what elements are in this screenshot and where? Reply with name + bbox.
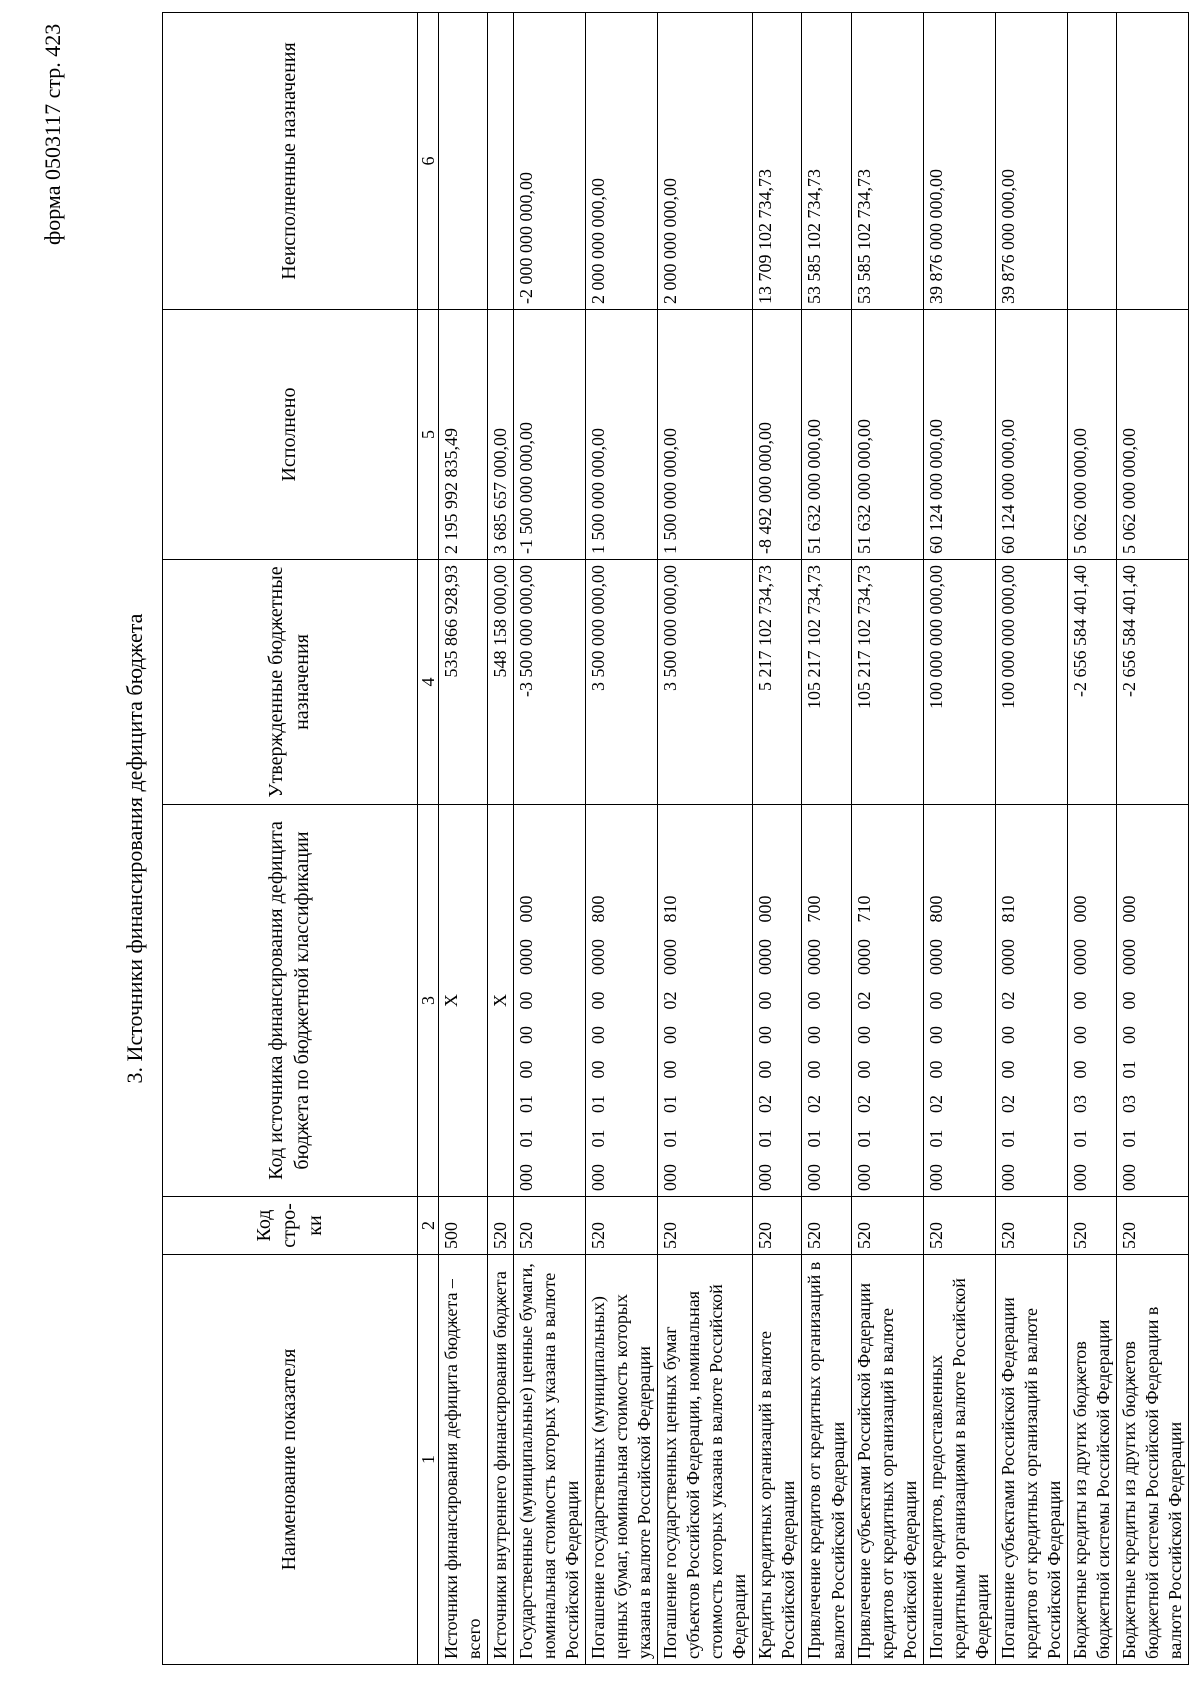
- row-unexecuted-cell: 13 709 102 734,73: [753, 13, 802, 310]
- row-source-code-cell: 000 01 02 00 00 00 0000 700: [802, 805, 851, 1197]
- row-name-cell: Государственные (муниципальные) ценные бумаги, номинальная стоимость которых указана в валюте Российской Федерации: [514, 1255, 586, 1665]
- row-executed-cell: 5 062 000 000,00: [1116, 310, 1188, 560]
- row-name-cell: Привлечение субъектами Российской Федерации кредитов от кредитных организаций в валюте Российской Федерации: [851, 1255, 923, 1665]
- row-source-code-cell: 000 01 02 00 00 00 0000 000: [753, 805, 802, 1197]
- row-line-cell: 520: [995, 1197, 1067, 1255]
- row-executed-cell: 51 632 000 000,00: [851, 310, 923, 560]
- table-row: [851, 13, 923, 1665]
- row-source-code-cell: 000 01 01 00 00 00 0000 800: [586, 805, 658, 1197]
- table-row: [923, 13, 995, 1665]
- row-line-cell: 520: [753, 1197, 802, 1255]
- table-row: [1116, 13, 1188, 1665]
- row-approved-cell: -3 500 000 000,00: [514, 560, 586, 805]
- col-number: 6: [418, 13, 439, 310]
- col-number: 4: [418, 560, 439, 805]
- row-approved-cell: 548 158 000,00: [488, 560, 514, 805]
- row-unexecuted-cell: [439, 13, 488, 310]
- row-name-cell: Привлечение кредитов от кредитных организаций в валюте Российской Федерации: [802, 1255, 851, 1665]
- col-header-source-code: Код источника финансирования дефицита бюджета по бюджетной классификации: [163, 805, 418, 1197]
- row-source-code-cell: 000 01 01 00 00 02 0000 810: [658, 805, 753, 1197]
- row-approved-cell: 535 866 928,93: [439, 560, 488, 805]
- row-executed-cell: 1 500 000 000,00: [586, 310, 658, 560]
- row-executed-cell: 3 685 657 000,00: [488, 310, 514, 560]
- col-number: 2: [418, 1197, 439, 1255]
- row-unexecuted-cell: 39 876 000 000,00: [995, 13, 1067, 310]
- row-approved-cell: 105 217 102 734,73: [851, 560, 923, 805]
- table-row: [586, 13, 658, 1665]
- row-name-cell: Погашение государственных (муниципальных) ценных бумаг, номинальная стоимость которых указана в валюте Российской Федерации: [586, 1255, 658, 1665]
- row-approved-cell: -2 656 584 401,40: [1067, 560, 1116, 805]
- col-header-name: Наименование показателя: [163, 1255, 418, 1665]
- row-line-cell: 500: [439, 1197, 488, 1255]
- row-executed-cell: 60 124 000 000,00: [923, 310, 995, 560]
- row-unexecuted-cell: [1067, 13, 1116, 310]
- col-header-unexecuted: Неисполненные назначения: [163, 13, 418, 310]
- row-approved-cell: 3 500 000 000,00: [586, 560, 658, 805]
- row-unexecuted-cell: 53 585 102 734,73: [802, 13, 851, 310]
- row-unexecuted-cell: 2 000 000 000,00: [586, 13, 658, 310]
- row-executed-cell: 60 124 000 000,00: [995, 310, 1067, 560]
- sources-table: [162, 12, 1189, 1665]
- row-line-cell: 520: [586, 1197, 658, 1255]
- row-approved-cell: -2 656 584 401,40: [1116, 560, 1188, 805]
- row-line-cell: 520: [923, 1197, 995, 1255]
- row-line-cell: 520: [658, 1197, 753, 1255]
- row-name-cell: Бюджетные кредиты из других бюджетов бюджетной системы Российской Федерации: [1067, 1255, 1116, 1665]
- row-name-cell: Источники внутреннего финансирования бюджета: [488, 1255, 514, 1665]
- table-row: [658, 13, 753, 1665]
- row-approved-cell: 105 217 102 734,73: [802, 560, 851, 805]
- row-unexecuted-cell: [488, 13, 514, 310]
- col-number: 1: [418, 1255, 439, 1665]
- row-source-code-cell: 000 01 02 00 00 00 0000 800: [923, 805, 995, 1197]
- row-executed-cell: -8 492 000 000,00: [753, 310, 802, 560]
- table-row: [488, 13, 514, 1665]
- col-header-approved: Утвержденные бюджетные назначения: [163, 560, 418, 805]
- table-row: [514, 13, 586, 1665]
- row-executed-cell: 51 632 000 000,00: [802, 310, 851, 560]
- row-source-code-cell: X: [439, 805, 488, 1197]
- row-unexecuted-cell: 53 585 102 734,73: [851, 13, 923, 310]
- row-source-code-cell: 000 01 03 01 00 00 0000 000: [1116, 805, 1188, 1197]
- table-row: [439, 13, 488, 1665]
- row-name-cell: Кредиты кредитных организаций в валюте Российской Федерации: [753, 1255, 802, 1665]
- row-approved-cell: 100 000 000 000,00: [923, 560, 995, 805]
- col-header-executed: Исполнено: [163, 310, 418, 560]
- table-header-row: [163, 13, 418, 1665]
- table-row: [995, 13, 1067, 1665]
- row-name-cell: Бюджетные кредиты из других бюджетов бюджетной системы Российской Федерации в валюте Российской Федерации: [1116, 1255, 1188, 1665]
- row-source-code-cell: 000 01 02 00 00 02 0000 810: [995, 805, 1067, 1197]
- row-line-cell: 520: [514, 1197, 586, 1255]
- row-unexecuted-cell: [1116, 13, 1188, 310]
- row-unexecuted-cell: -2 000 000 000,00: [514, 13, 586, 310]
- column-number-row: [418, 13, 439, 1665]
- row-source-code-cell: X: [488, 805, 514, 1197]
- row-name-cell: Погашение кредитов, предоставленных кредитными организациями в валюте Российской Федерации: [923, 1255, 995, 1665]
- row-unexecuted-cell: 39 876 000 000,00: [923, 13, 995, 310]
- row-line-cell: 520: [802, 1197, 851, 1255]
- row-source-code-cell: 000 01 03 00 00 00 0000 000: [1067, 805, 1116, 1197]
- row-executed-cell: 1 500 000 000,00: [658, 310, 753, 560]
- row-line-cell: 520: [488, 1197, 514, 1255]
- row-source-code-cell: 000 01 02 00 00 02 0000 710: [851, 805, 923, 1197]
- table-row: [753, 13, 802, 1665]
- table-row: [1067, 13, 1116, 1665]
- table-row: [802, 13, 851, 1665]
- row-line-cell: 520: [1116, 1197, 1188, 1255]
- col-number: 5: [418, 310, 439, 560]
- row-approved-cell: 5 217 102 734,73: [753, 560, 802, 805]
- row-executed-cell: 5 062 000 000,00: [1067, 310, 1116, 560]
- row-approved-cell: 3 500 000 000,00: [658, 560, 753, 805]
- row-source-code-cell: 000 01 01 00 00 00 0000 000: [514, 805, 586, 1197]
- row-executed-cell: 2 195 992 835,49: [439, 310, 488, 560]
- col-header-line-code: Код стро-ки: [163, 1197, 418, 1255]
- row-executed-cell: -1 500 000 000,00: [514, 310, 586, 560]
- row-name-cell: Погашение субъектами Российской Федерации кредитов от кредитных организаций в валюте Российской Федерации: [995, 1255, 1067, 1665]
- section-title: 3. Источники финансирования дефицита бюджета: [122, 613, 147, 1084]
- form-label: форма 0503117 стр. 423: [40, 23, 65, 245]
- row-line-cell: 520: [851, 1197, 923, 1255]
- row-name-cell: Источники финансирования дефицита бюджета – всего: [439, 1255, 488, 1665]
- row-approved-cell: 100 000 000 000,00: [995, 560, 1067, 805]
- row-name-cell: Погашение государственных ценных бумаг субъектов Российской Федерации, номинальная стоимость которых указана в валюте Российской Федерации: [658, 1255, 753, 1665]
- row-line-cell: 520: [1067, 1197, 1116, 1255]
- col-number: 3: [418, 805, 439, 1197]
- row-unexecuted-cell: 2 000 000 000,00: [658, 13, 753, 310]
